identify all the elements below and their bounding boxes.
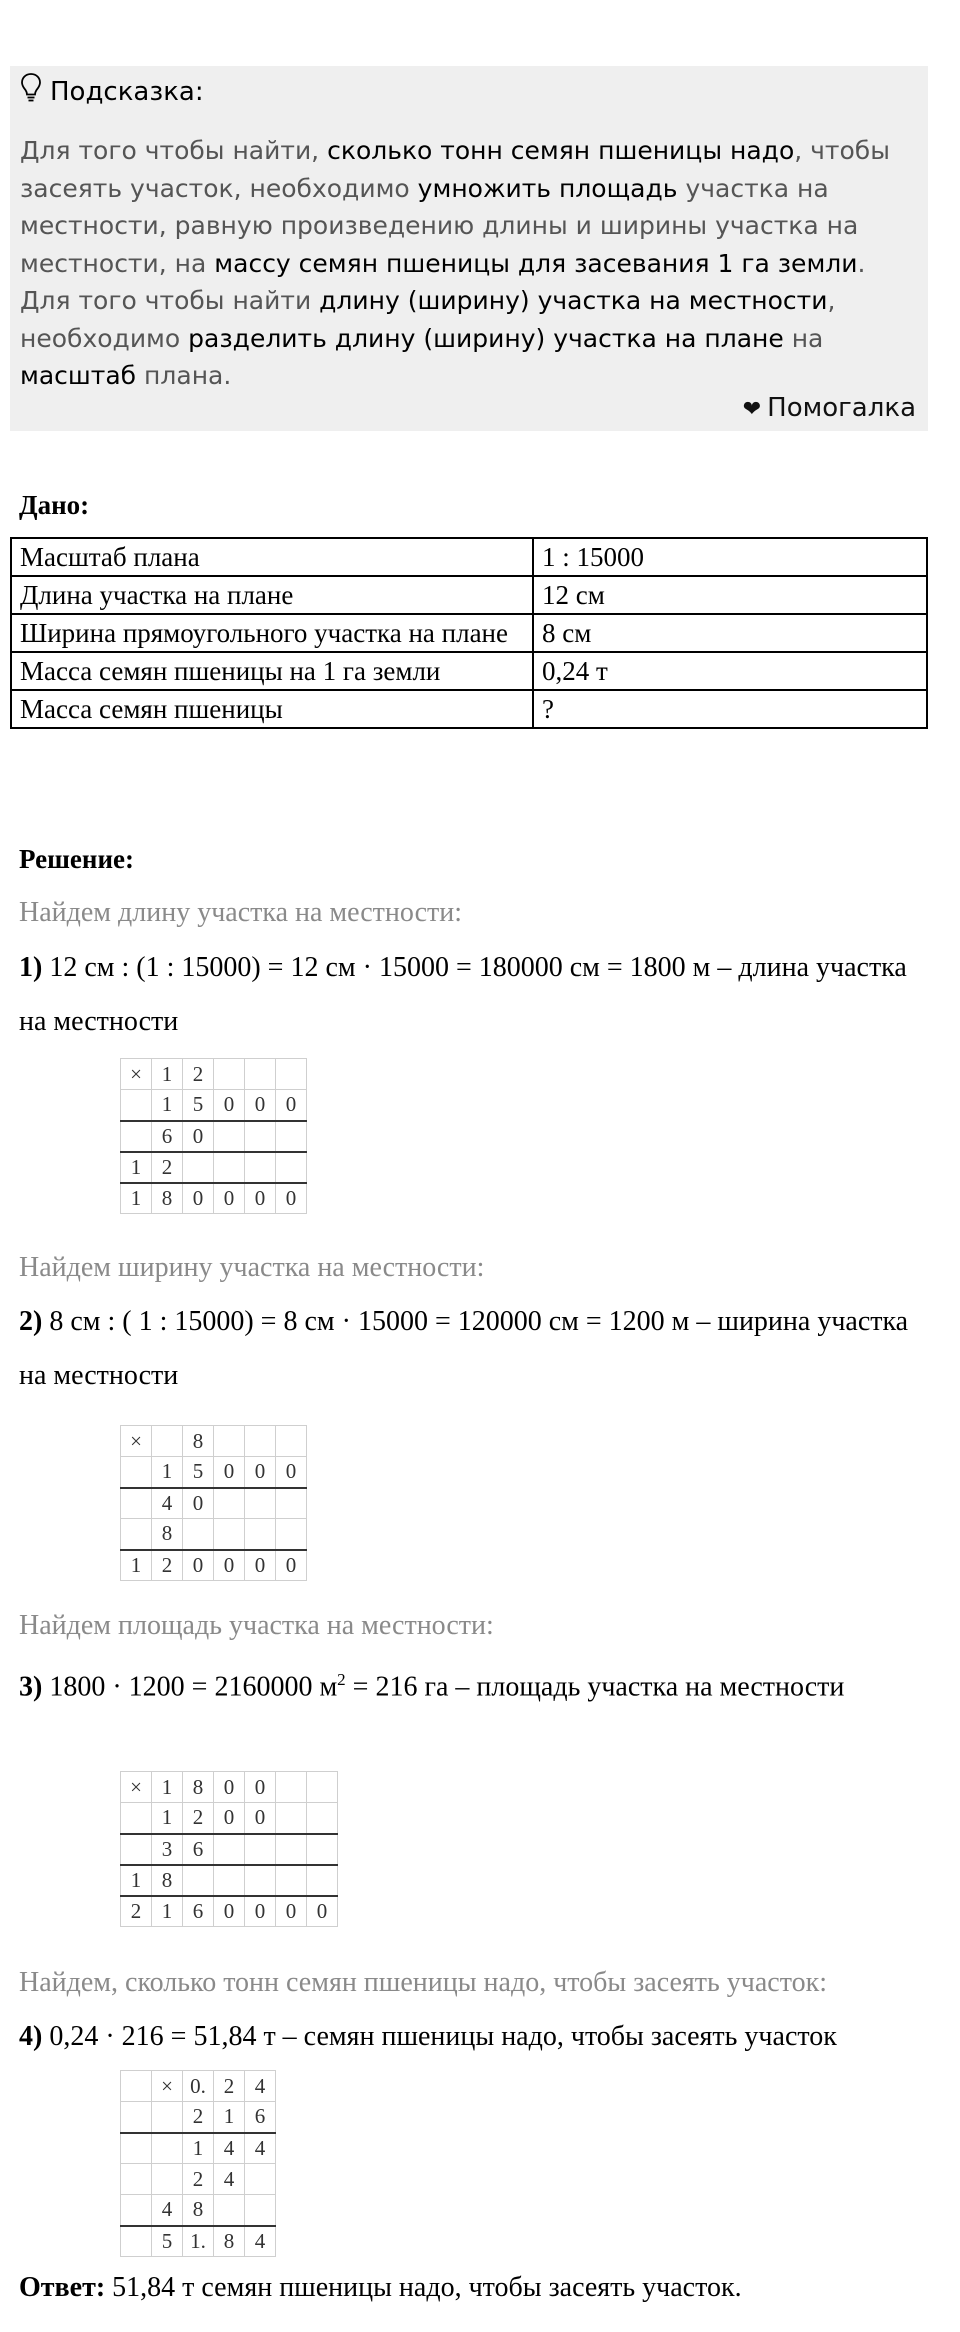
grid-cell — [121, 1121, 152, 1152]
step3-text: 3) 1800 · 1200 = 2160000 $м^2 = 216$ га – площадь участка на местности — [19, 1670, 845, 1703]
grid-row — [121, 1772, 338, 1803]
grid-cell: 0 — [214, 1183, 245, 1214]
grid-cell: 0 — [276, 1550, 307, 1581]
grid-cell: 4 — [214, 2164, 245, 2195]
grid-cell: 4 — [214, 2133, 245, 2164]
grid-cell — [245, 1834, 276, 1865]
grid-cell: 0 — [214, 1896, 245, 1927]
grid-cell: 0 — [276, 1090, 307, 1121]
given-value: ? — [533, 690, 927, 728]
grid-cell — [214, 1152, 245, 1183]
grid-cell: 0 — [183, 1550, 214, 1581]
grid-cell — [276, 1152, 307, 1183]
given-label: Масштаб плана — [11, 538, 533, 576]
grid-row — [121, 2071, 276, 2102]
grid-cell: 4 — [152, 1488, 183, 1519]
grid-cell: 1. — [183, 2226, 214, 2257]
grid-cell — [307, 1834, 338, 1865]
lightbulb-icon — [20, 72, 50, 111]
grid-cell: 2 — [121, 1896, 152, 1927]
grid-cell: 1 — [152, 1059, 183, 1090]
grid-cell — [152, 2102, 183, 2133]
grid-cell: 0 — [307, 1896, 338, 1927]
grid-cell — [214, 1426, 245, 1457]
calc-grid-1 — [120, 1058, 307, 1214]
grid-cell: 0 — [183, 1121, 214, 1152]
grid-cell: 0 — [276, 1183, 307, 1214]
grid-cell — [307, 1772, 338, 1803]
grid-cell: 2 — [152, 1550, 183, 1581]
grid-cell: 1 — [121, 1865, 152, 1896]
table-row — [11, 538, 927, 576]
calc-grid-2 — [120, 1425, 307, 1581]
grid-cell — [152, 2164, 183, 2195]
grid-row — [121, 1550, 307, 1581]
step2-text: 2) 8 см : ( 1 : 15000) = 8 см · 15000 = 120000 см = 1200 м – ширина участка на местности — [19, 1306, 909, 1391]
grid-cell: 5 — [183, 1090, 214, 1121]
step4-intro: Найдем, сколько тонн семян пшеницы надо, чтобы засеять участок: — [19, 1967, 827, 1998]
grid-cell — [245, 1488, 276, 1519]
grid-cell: 1 — [121, 1152, 152, 1183]
grid-cell: 2 — [183, 2164, 214, 2195]
grid-cell — [245, 2164, 276, 2195]
grid-cell: 0 — [214, 1457, 245, 1488]
grid-cell: × — [152, 2071, 183, 2102]
grid-cell — [183, 1152, 214, 1183]
grid-cell — [152, 2133, 183, 2164]
grid-cell: 0 — [276, 1457, 307, 1488]
grid-cell — [121, 2164, 152, 2195]
grid-row — [121, 1426, 307, 1457]
grid-cell: 4 — [245, 2226, 276, 2257]
table-row — [11, 614, 927, 652]
table-row — [11, 652, 927, 690]
grid-cell — [121, 2133, 152, 2164]
grid-cell: 1 — [152, 1090, 183, 1121]
given-value: 12 см — [533, 576, 927, 614]
grid-cell: 3 — [152, 1834, 183, 1865]
grid-row — [121, 2195, 276, 2226]
grid-cell: 0 — [245, 1772, 276, 1803]
grid-cell: 0 — [245, 1803, 276, 1834]
grid-cell — [214, 1121, 245, 1152]
grid-cell — [276, 1772, 307, 1803]
grid-cell: 2 — [183, 2102, 214, 2133]
calc-grid-3 — [120, 1771, 338, 1927]
grid-cell — [214, 1519, 245, 1550]
grid-cell — [121, 2102, 152, 2133]
grid-cell — [121, 1834, 152, 1865]
grid-row — [121, 1457, 307, 1488]
hint-title — [20, 72, 204, 111]
grid-cell — [245, 1059, 276, 1090]
grid-cell: 0 — [183, 1488, 214, 1519]
grid-cell: 0. — [183, 2071, 214, 2102]
grid-cell: × — [121, 1772, 152, 1803]
grid-cell: 8 — [183, 2195, 214, 2226]
table-row — [11, 576, 927, 614]
given-value: 0,24 т — [533, 652, 927, 690]
given-value: 8 см — [533, 614, 927, 652]
grid-cell: 6 — [245, 2102, 276, 2133]
grid-cell — [276, 1834, 307, 1865]
grid-cell: 4 — [245, 2133, 276, 2164]
grid-cell — [121, 1457, 152, 1488]
grid-cell — [245, 1121, 276, 1152]
grid-cell — [121, 2195, 152, 2226]
given-heading: Дано: — [19, 490, 90, 520]
grid-cell — [276, 1865, 307, 1896]
grid-cell — [307, 1803, 338, 1834]
grid-cell: 1 — [152, 1803, 183, 1834]
grid-cell: 1 — [121, 1183, 152, 1214]
grid-cell — [276, 1519, 307, 1550]
step2-intro: Найдем ширину участка на местности: — [19, 1252, 485, 1283]
grid-cell: 1 — [152, 1896, 183, 1927]
grid-cell — [121, 2226, 152, 2257]
grid-cell: 0 — [183, 1183, 214, 1214]
given-label: Масса семян пшеницы — [11, 690, 533, 728]
grid-cell — [245, 1426, 276, 1457]
grid-cell: 0 — [245, 1550, 276, 1581]
grid-cell: 2 — [183, 1803, 214, 1834]
grid-cell: 0 — [214, 1803, 245, 1834]
grid-cell: 8 — [214, 2226, 245, 2257]
grid-row — [121, 1865, 338, 1896]
grid-cell: 0 — [276, 1896, 307, 1927]
grid-cell: 8 — [183, 1772, 214, 1803]
grid-cell: 1 — [214, 2102, 245, 2133]
grid-cell: 2 — [152, 1152, 183, 1183]
grid-cell: 0 — [214, 1090, 245, 1121]
grid-cell: × — [121, 1059, 152, 1090]
grid-row — [121, 1896, 338, 1927]
given-label: Длина участка на плане — [11, 576, 533, 614]
grid-cell — [152, 1426, 183, 1457]
grid-cell — [276, 1121, 307, 1152]
grid-cell: 6 — [183, 1896, 214, 1927]
grid-cell: 1 — [152, 1457, 183, 1488]
heart-icon: ❤ — [742, 397, 762, 422]
table-row — [11, 690, 927, 728]
step4-text: 4) 0,24 · 216 = 51,84 т – семян пшеницы надо, чтобы засеять участок — [19, 2021, 837, 2052]
grid-cell: 1 — [183, 2133, 214, 2164]
grid-cell: 6 — [183, 1834, 214, 1865]
given-label: Ширина прямоугольного участка на плане — [11, 614, 533, 652]
grid-cell: 1 — [121, 1550, 152, 1581]
grid-cell: 0 — [245, 1090, 276, 1121]
grid-row — [121, 2164, 276, 2195]
grid-row — [121, 1090, 307, 1121]
grid-cell — [214, 1834, 245, 1865]
hint-title-text: Подсказка: — [50, 76, 204, 107]
grid-cell — [121, 1519, 152, 1550]
grid-cell — [214, 1059, 245, 1090]
grid-row — [121, 1488, 307, 1519]
grid-cell — [183, 1865, 214, 1896]
grid-cell: 5 — [183, 1457, 214, 1488]
given-value: 1 : 15000 — [533, 538, 927, 576]
step3-intro: Найдем площадь участка на местности: — [19, 1610, 494, 1641]
grid-cell — [121, 1488, 152, 1519]
grid-cell: 0 — [245, 1183, 276, 1214]
grid-row — [121, 1183, 307, 1214]
grid-row — [121, 1803, 338, 1834]
grid-row — [121, 1059, 307, 1090]
grid-cell: 0 — [214, 1772, 245, 1803]
grid-cell: 0 — [245, 1896, 276, 1927]
grid-cell: 0 — [214, 1550, 245, 1581]
grid-cell — [245, 1152, 276, 1183]
grid-row — [121, 1152, 307, 1183]
grid-cell — [276, 1803, 307, 1834]
grid-row — [121, 1121, 307, 1152]
grid-cell: 8 — [152, 1183, 183, 1214]
solution-heading: Решение: — [19, 844, 134, 874]
grid-cell — [276, 1059, 307, 1090]
grid-cell — [276, 1426, 307, 1457]
grid-cell: 0 — [245, 1457, 276, 1488]
grid-row — [121, 1519, 307, 1550]
answer-line: Ответ: 51,84 т семян пшеницы надо, чтобы засеять участок. — [19, 2272, 742, 2303]
given-table — [10, 537, 928, 729]
grid-row — [121, 2102, 276, 2133]
grid-row — [121, 2133, 276, 2164]
grid-cell: × — [121, 1426, 152, 1457]
grid-cell — [245, 1865, 276, 1896]
grid-cell — [183, 1519, 214, 1550]
calc-grid-4 — [120, 2070, 276, 2257]
grid-cell: 8 — [152, 1865, 183, 1896]
grid-cell — [276, 1488, 307, 1519]
grid-cell: 5 — [152, 2226, 183, 2257]
given-label: Масса семян пшеницы на 1 га земли — [11, 652, 533, 690]
grid-row — [121, 2226, 276, 2257]
step1-text: 1) 12 см : (1 : 15000) = 12 см · 15000 = 180000 см = 1800 м – длина участка на местности — [19, 952, 907, 1037]
grid-cell — [121, 1803, 152, 1834]
grid-cell — [245, 1519, 276, 1550]
grid-cell: 4 — [245, 2071, 276, 2102]
grid-cell: 2 — [183, 1059, 214, 1090]
grid-cell: 2 — [214, 2071, 245, 2102]
grid-row — [121, 1834, 338, 1865]
grid-cell — [214, 2195, 245, 2226]
grid-cell: 8 — [183, 1426, 214, 1457]
grid-cell: 4 — [152, 2195, 183, 2226]
grid-cell: 8 — [152, 1519, 183, 1550]
step1-intro: Найдем длину участка на местности: — [19, 897, 463, 928]
hint-body: Для того чтобы найти, сколько тонн семян пшеницы надо, чтобы засеять участок, необходимо умножить площадь участка на местности, равную произведению длины и ширины участка на местности, на массу семян пшеницы для засевания 1 га земли. Для того чтобы найти длину (ширину) участка на местности, необходимо разделить длину (ширину) участка на плане на масштаб плана. — [20, 136, 890, 390]
grid-cell — [307, 1865, 338, 1896]
hint-box — [10, 66, 928, 431]
hint-footer-label: Помогалка — [767, 393, 916, 423]
grid-cell — [214, 1865, 245, 1896]
grid-cell — [121, 2071, 152, 2102]
grid-cell: 1 — [152, 1772, 183, 1803]
grid-cell: 6 — [152, 1121, 183, 1152]
grid-cell — [121, 1090, 152, 1121]
grid-cell — [214, 1488, 245, 1519]
grid-cell — [245, 2195, 276, 2226]
hint-footer[interactable] — [743, 391, 916, 427]
